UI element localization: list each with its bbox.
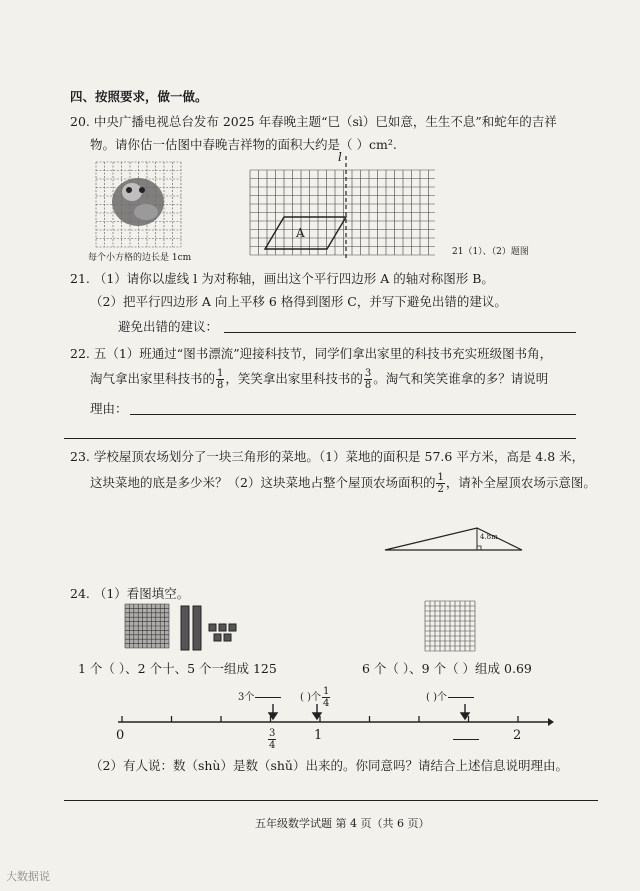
symmetry-grid bbox=[250, 170, 435, 255]
q22-text-c: 。淘气和笑笑谁拿的多？请说明 bbox=[373, 371, 549, 386]
tick-1: 1 bbox=[314, 728, 323, 743]
tick-2: 2 bbox=[513, 728, 522, 743]
q22-text-b: ，笑笑拿出家里科技书的 bbox=[225, 371, 363, 386]
number-line bbox=[110, 700, 550, 740]
triangle-field bbox=[385, 528, 525, 552]
shape-a-label: A bbox=[296, 226, 305, 240]
answer-line-q22b[interactable] bbox=[64, 438, 576, 439]
watermark: 大数据说 bbox=[6, 870, 50, 883]
tick-3-4: $\frac{3}{4}$ bbox=[269, 728, 276, 751]
q23-text-b: ，请补全屋顶农场示意图。 bbox=[445, 475, 596, 490]
fraction-1-2: $\frac{1}{2}$ bbox=[437, 472, 444, 495]
q21-line1: 21. （1）请你以虚线 l 为对称轴，画出这个平行四边形 A 的轴对称图形 B。 bbox=[70, 271, 494, 286]
q24-left-fill: 1 个（ ）、2 个十、5 个一组成 125 bbox=[78, 661, 277, 676]
tick-blank bbox=[452, 728, 480, 751]
q23-line2 bbox=[90, 472, 596, 495]
height-label: 4.8m bbox=[480, 533, 498, 541]
tick-0: 0 bbox=[116, 728, 125, 743]
q22-line3: 理由： bbox=[90, 401, 128, 416]
label-a: 3个 bbox=[238, 686, 282, 709]
q23-line1: 23. 学校屋顶农场划分了一块三角形的菜地。（1）菜地的面积是 57.6 平方米，高是 4.8 米， bbox=[70, 449, 585, 464]
answer-line-q21[interactable] bbox=[224, 332, 576, 333]
axis-l-label: l bbox=[338, 150, 342, 164]
grid-caption: 每个小方格的边长是 1cm bbox=[88, 253, 192, 263]
label-b: ( )个 $\frac{1}{4}$ bbox=[300, 686, 330, 709]
parallelogram-a bbox=[265, 217, 346, 249]
q21-line2: （2）把平行四边形 A 向上平移 6 格得到图形 C，并写下避免出错的建议。 bbox=[90, 294, 507, 309]
fraction-3-8: $\frac{3}{8}$ bbox=[364, 368, 372, 391]
footer-text: 五年级数学试题 第 4 页（共 6 页） bbox=[255, 817, 430, 830]
q22-text-a: 淘气拿出家里科技书的 bbox=[90, 371, 216, 386]
q24-right-fill: 6 个（ ）、9 个（ ）组成 0.69 bbox=[362, 661, 532, 676]
base-ten-blocks bbox=[125, 604, 245, 654]
q24-part2: （2）有人说：数（shù）是数（shǔ）出来的。你同意吗？请结合上述信息说明理由。 bbox=[90, 758, 568, 773]
mascot-grid bbox=[96, 162, 181, 247]
q20-line1: 20. 中央广播电视总台发布 2025 年春晚主题“巳（sì）巳如意，生生不息”和蛇年的吉祥 bbox=[70, 114, 557, 129]
q23-text-a: 这块菜地的底是多少米？（2）这块菜地占整个屋顶农场面积的 bbox=[90, 475, 436, 490]
q24-line1: 24. （1）看图填空。 bbox=[70, 586, 190, 601]
label-c: ( )个 bbox=[426, 686, 475, 709]
q20-line2: 物。请你估一估图中春晚吉祥物的面积大约是（ ）cm². bbox=[90, 137, 397, 152]
footer-rule bbox=[64, 800, 598, 801]
section-title: 四、按照要求，做一做。 bbox=[70, 89, 208, 104]
q22-line2 bbox=[90, 368, 548, 391]
hundred-grid bbox=[425, 601, 475, 651]
figure-caption-21: 21（1）、（2）题图 bbox=[452, 247, 529, 257]
answer-line-q22a[interactable] bbox=[130, 414, 576, 415]
fraction-1-8: $\frac{1}{8}$ bbox=[217, 368, 224, 391]
q22-line1: 22. 五（1）班通过“图书漂流”迎接科技节，同学们拿出家里的科技书充实班级图书角， bbox=[70, 346, 553, 361]
q21-line3: 避免出错的建议： bbox=[118, 319, 219, 334]
